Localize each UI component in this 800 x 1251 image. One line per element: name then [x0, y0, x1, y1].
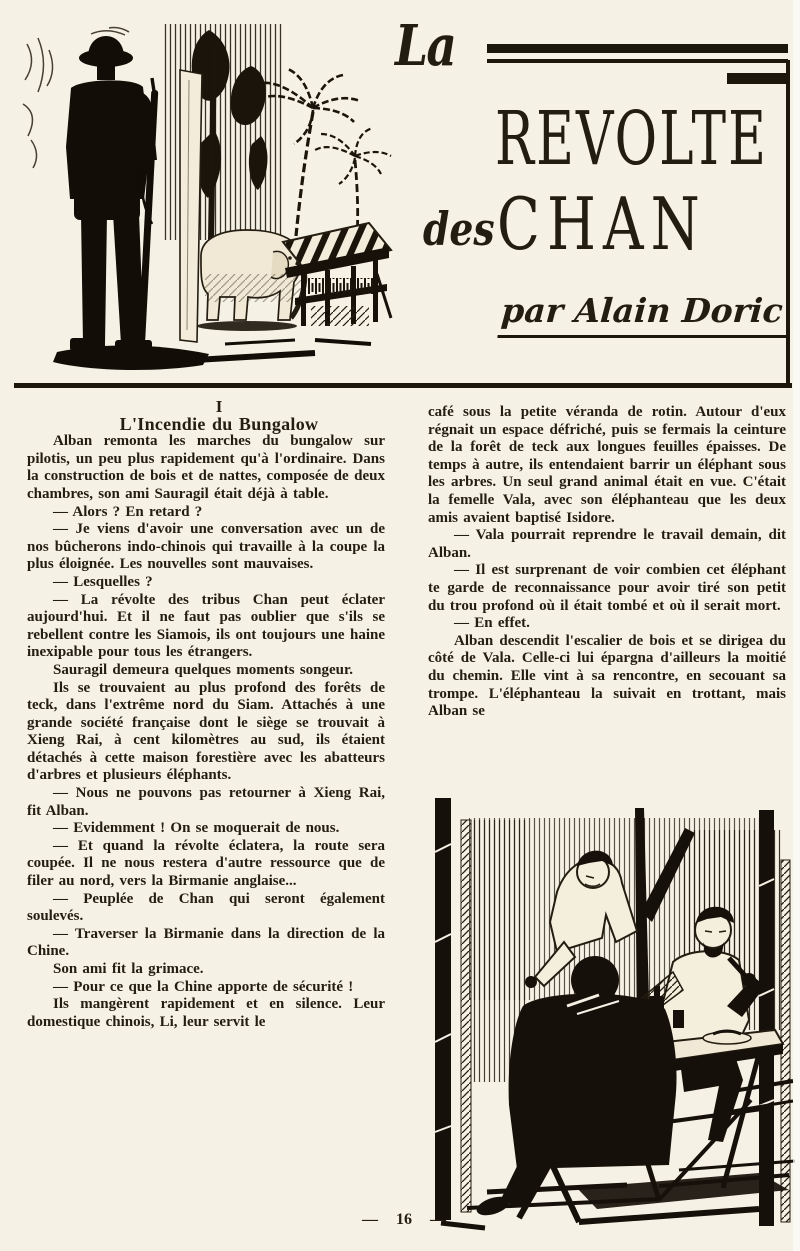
dialogue-line: — Vala pourrait reprendre le travail demain, dit Alban.	[428, 527, 786, 561]
paragraph: Ils mangèrent rapidement et en silence. Leur domestique chinois, Li, leur servit le	[27, 996, 385, 1030]
masthead-rule-top	[487, 44, 788, 53]
tree-trunk	[180, 70, 202, 342]
dialogue-line: — La révolte des tribus Chan peut éclater aujourd'hui. Et il ne faut pas oublier que s'ils se rebellent contre les Siamois, ils ont toujours une haine inexipable pour tous les étrangers.	[27, 591, 385, 661]
title-chan: CHAN	[497, 182, 707, 266]
masthead	[395, 10, 795, 386]
paragraph: Son ami fit la grimace.	[53, 961, 204, 977]
title-revolte: REVOLTE	[495, 96, 769, 182]
paragraph: Alban descendit l'escalier de bois et se dirigea du côté de Vala. Celle-ci lui épargna d'ailleurs la moitié du chemin. Elle vint à sa rencontre, en secouant sa trompe. L'éléphanteau la suivait en trottant, mais Alban se	[428, 632, 786, 720]
jungle-hunter-illustration	[13, 8, 393, 380]
paragraph: Ils se trouvaient au plus profond des forêts de teck, dans l'extrême nord du Siam. Attachés à une grande société française dont le siège se trouvait à Xieng Rai, à cent kilomètres au sud, ils étaient détachés à cette maison forestière avec les abatteurs d'arbres et plusieurs éléphants.	[27, 679, 385, 784]
stilted-hut	[283, 223, 391, 326]
dialogue-line: — Lesquelles ?	[53, 573, 153, 590]
paragraph: café sous la petite véranda de rotin. Autour d'eux régnait un espace défriché, puis se fermais la ceinture de la forêt de teck aux longues feuilles épaisses. De temps à autre, ils entendaient barrir un éléphant sous les arbres. Un seul grand animal était en vue. C'était la femelle Vala, avec son éléphanteau que les deux amis avaient baptisé Isidore.	[428, 404, 786, 526]
header-divider-rule	[14, 383, 792, 388]
paragraph: Alban remonta les marches du bungalow sur pilotis, un peu plus rapidement qu'à l'ordinaire. Dans la construction de bois et de nattes, composée de deux chambres, son ami Sauragil était déjà à table.	[27, 433, 385, 502]
paragraph: Sauragil demeura quelques moments songeur.	[53, 661, 354, 678]
page-number: — 16 —	[362, 1211, 446, 1228]
masthead-rule-mid	[487, 59, 788, 63]
masthead-vertical-rule	[786, 60, 790, 387]
dialogue-line: — Evidemment ! On se moquerait de nous.	[53, 820, 340, 837]
byline: par Alain Doric	[497, 292, 792, 338]
dialogue-line: — Nous ne pouvons pas retourner à Xieng Rai, fit Alban.	[27, 785, 385, 819]
dialogue-line: — Traverser la Birmanie dans la direction de la Chine.	[27, 925, 385, 960]
hunter-silhouette	[66, 36, 158, 353]
dialogue-line: — En effet.	[454, 615, 530, 632]
dialogue-line: — Je viens d'avoir une conversation avec un de nos bûcherons indo-chinois qui travaille à la coupe la plus éloignée. Les nouvelles sont mauvaises.	[27, 521, 385, 573]
title-la: La	[395, 13, 456, 79]
dialogue-line: — Peuplée de Chan qui seront également soulevés.	[27, 890, 385, 925]
dialogue-line: — Pour ce que la Chine apporte de sécurité !	[53, 978, 354, 995]
section-number: I	[215, 397, 223, 416]
dialogue-line: — Il est surprenant de voir combien cet éléphant te garde de reconnaissance pour avoir tiré son petit du trou profond où il était tombé et où il serait mort.	[428, 562, 786, 614]
right-column	[428, 404, 786, 721]
left-column	[27, 398, 385, 1031]
masthead-corner-bar	[727, 73, 788, 84]
title-des: des	[423, 202, 495, 256]
dialogue-line: — Et quand la révolte éclatera, la route sera coupée. Il ne nous restera d'autre ressource que de filer au nord, vers la Birmanie anglaise...	[27, 837, 385, 890]
veranda-meal-illustration	[427, 790, 800, 1238]
dialogue-line: — Alors ? En retard ?	[53, 503, 203, 520]
section-title: L'Incendie du Bungalow	[119, 413, 319, 434]
